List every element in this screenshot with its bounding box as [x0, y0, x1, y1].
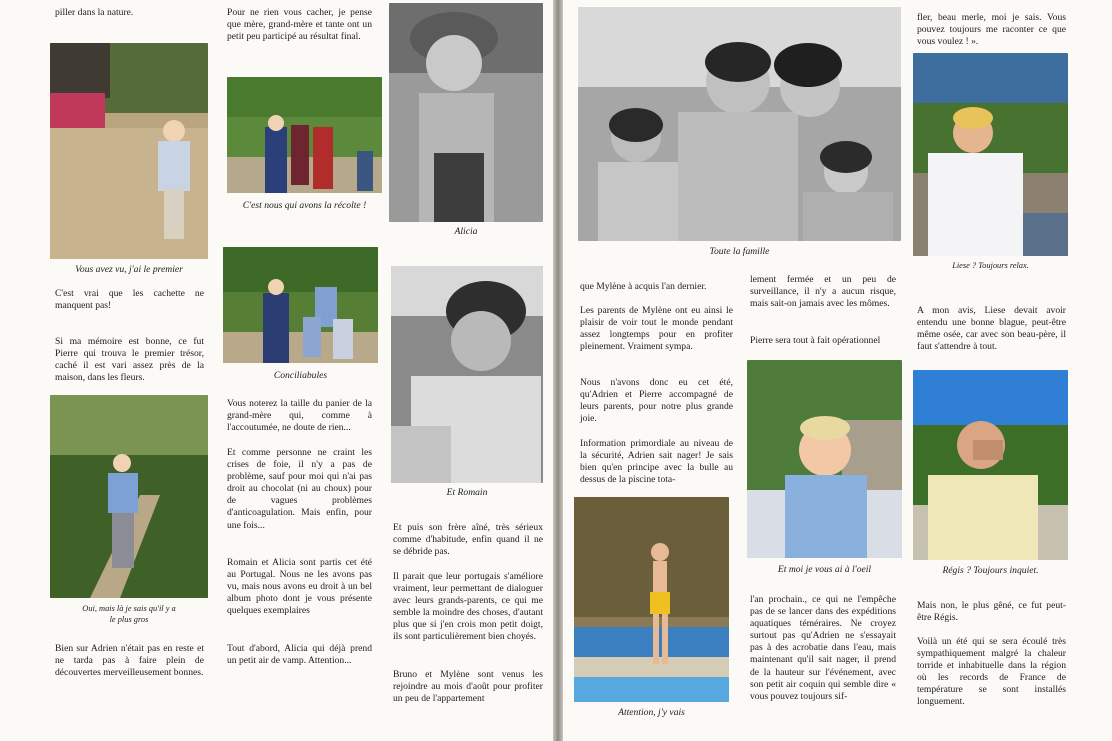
right-col1-p4: Information primordiale au niveau de la sécurité, Adrien sait nager! Je sais bien qu'en principe avec la bulle au dessus de la piscine tota- — [580, 438, 733, 486]
right-col1-caption-pool: Attention, j'y vais — [618, 707, 685, 718]
right-col2-p3: l'an prochain., ce qui ne l'empêche pas de se lancer dans des expéditions aquatiques téméraires. Ne croyez surtout pas qu'Adrien ne s'essayait pas à des acrobatie dans l'eau, mais maintenant qu'il sait nager, il prend de la hauteur sur l'événement, avec son petit air coquin qui semble dire « vous pouvez toujours sif- — [750, 594, 896, 702]
left-col3-p3: Bruno et Mylène sont venus les rejoindre au mois d'août pour profiter un peu de l'appartement — [393, 669, 543, 705]
left-col1-p1: C'est vrai que les cachette ne manquent pas! — [55, 288, 204, 312]
photo-alicia — [389, 3, 543, 222]
left-col2-p3: Romain et Alicia sont partis cet été au Portugal. Nous ne les avons pas vu, mais nous avons eu droit à un bel album photo dont je vous présente quelques exemplaires — [227, 557, 372, 617]
right-col3-caption-1: Liese ? Toujours relax. — [952, 261, 1029, 270]
left-col3-caption-1: Alicia — [454, 226, 478, 237]
left-col1-caption-2a: Oui, mais là je sais qu'il y a — [82, 604, 176, 613]
left-col3-p1: Et puis son frère aîné, très sérieux comme d'habitude, enfin quand il ne se débride pas. — [393, 522, 543, 558]
left-col1-caption-2b: le plus gros — [109, 615, 149, 624]
right-col2-p1: lement fermée et un peu de surveillance, il n'y a aucun risque, mais sait-on jamais avec les mômes. — [750, 274, 896, 310]
left-page — [0, 0, 553, 741]
right-col3-p1: fler, beau merle, moi je sais. Vous pouvez toujours me raconter ce que vous voulez ! ». — [917, 12, 1066, 48]
photo-regis — [913, 370, 1068, 560]
left-col2-p4: Tout d'abord, Alicia qui déjà prend un petit air de vamp. Attention... — [227, 643, 372, 667]
left-col1-p2: Si ma mémoire est bonne, ce fut Pierre qui trouva le premier trésor, caché il est vari assez près de la maison, dans les fleurs. — [55, 336, 204, 384]
photo-pool-jump — [574, 497, 729, 702]
photo-pierre-eggs — [50, 43, 208, 259]
right-col2-p2: Pierre sera tout à fait opérationnel — [750, 335, 881, 346]
photo-romain — [391, 266, 543, 483]
photo-conciliabules — [223, 247, 378, 363]
right-col3-p2: A mon avis, Liese devait avoir entendu une bonne blague, peut-être même osée, car avec son beau-père, il faut s'attendre à tout. — [917, 305, 1066, 353]
right-col1-p1: que Mylène à acquis l'an dernier. — [580, 281, 707, 292]
left-col2-p1: Vous noterez la taille du panier de la grand-mère qui, comme à l'accoutumée, ne doute de rien... — [227, 398, 372, 434]
photo-harvest-group — [227, 77, 382, 193]
page-gutter — [553, 0, 563, 741]
left-col2-caption-2: Conciliabules — [273, 370, 328, 381]
left-col1-caption-1: Vous avez vu, j'ai le premier — [75, 264, 183, 275]
right-caption-family: Toute la famille — [709, 246, 770, 257]
right-col3-p3: Mais non, le plus gêné, ce fut peut-être Régis. — [917, 600, 1066, 624]
photo-adrien-garden — [50, 395, 208, 598]
left-col1-p0: piller dans la nature. — [55, 7, 134, 18]
left-col1-p3: Bien sur Adrien n'était pas en reste et ne tarda pas à faire plein de découvertes merveilleusement bonnes. — [55, 643, 204, 679]
right-col1-p2: Les parents de Mylène ont eu ainsi le plaisir de voir tout le monde pendant assez longtemps pour en profiter pleinement. Vraiment sympa. — [580, 305, 733, 353]
left-col2-p2: Et comme personne ne craint les crises de foie, il n'y a pas de problème, sauf pour moi qui n'ai pas droit au chocolat (ni au choux) pour de vagues problèmes d'anticoagulation. Mais enfin, pour une fois... — [227, 447, 372, 531]
left-col3-p2: Il parait que leur portugais s'améliore vraiment, leur permettant de dialoguer avec leurs grands-parents, ce qui me semble la moindre des choses, d'autant plus que si j'en crois mon petit doigt, ils sont particulièrement bien choyés. — [393, 571, 543, 643]
left-col2-caption-1: C'est nous qui avons la récolte ! — [242, 200, 367, 211]
right-page — [563, 0, 1112, 741]
right-col1-p3: Nous n'avons donc eu cet été, qu'Adrien et Pierre accompagné de leurs parents, pour notre plus grande joie. — [580, 377, 733, 425]
left-col3-caption-2: Et Romain — [446, 487, 488, 498]
photo-liese — [913, 53, 1068, 256]
photo-adrien-watching — [747, 360, 902, 558]
photo-family — [578, 7, 901, 241]
right-col2-caption-1: Et moi je vous ai à l'oeil — [777, 564, 872, 575]
right-col3-caption-2: Régis ? Toujours inquiet. — [942, 565, 1039, 576]
right-col3-p4: Voilà un été qui se sera écoulé très sympathiquement malgré la chaleur torride et inhabituelle dans la région où les records de France de température se sont installés longuement. — [917, 636, 1066, 708]
left-col2-p0: Pour ne rien vous cacher, je pense que mère, grand-mère et tante ont un petit peu participé au résultat final. — [227, 7, 372, 43]
